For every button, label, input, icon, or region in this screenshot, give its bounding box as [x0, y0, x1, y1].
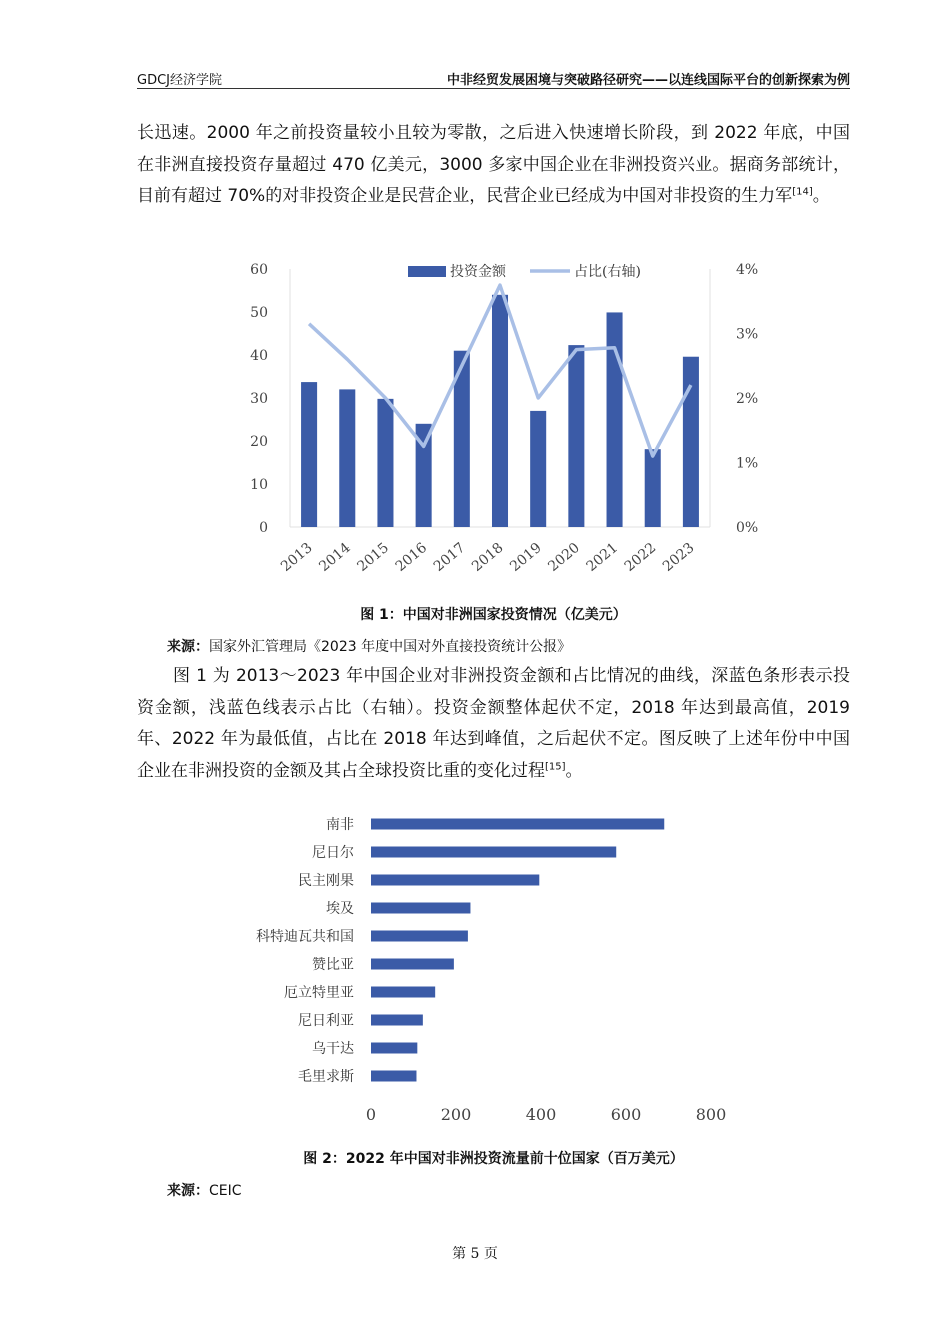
x-tick-label: 2022: [621, 539, 660, 575]
x-tick-label: 2017: [430, 539, 469, 575]
bar-2022: [645, 449, 661, 527]
paragraph-2-text: 图 1 为 2013～2023 年中国企业对非洲投资金额和占比情况的曲线，深蓝色条形表示投资金额，浅蓝色线表示占比（右轴）。投资金额整体起伏不定，2018 年达到最高值，2019 年、2022 年为最低值，占比在 2018 年达到峰值，之后起伏不定。图反映了上述年份中中国企业在非洲投资的金额及其占全球投资比重的变化过程: [137, 666, 850, 781]
legend-line-label: 占比(右轴): [574, 264, 641, 280]
y-tick-label: 50: [250, 305, 268, 321]
y-tick-label: 40: [250, 348, 268, 364]
x-tick-label: 2019: [507, 539, 545, 575]
figure-1-source-label: 来源：: [167, 639, 209, 655]
x-tick-label: 2016: [392, 539, 431, 575]
bar-南非: [371, 819, 664, 830]
figure-1-source-text: 国家外汇管理局《2023 年度中国对外直接投资统计公报》: [209, 639, 572, 655]
investment-chart: [240, 255, 780, 600]
citation-14: [14]: [792, 186, 813, 198]
y-tick-label: 30: [250, 391, 268, 407]
legend-bar-label: 投资金额: [450, 264, 506, 280]
y2-tick-label: 1%: [736, 455, 759, 472]
y-tick-label: 0: [259, 520, 268, 536]
bar-2014: [339, 389, 355, 527]
bar-2021: [607, 312, 623, 527]
figure-2-source-text: CEIC: [209, 1183, 242, 1199]
country-label: 南非: [326, 817, 354, 833]
header-title: 中非经贸发展困境与突破路径研究——以连线国际平台的创新探索为例: [446, 73, 850, 88]
bar-2020: [568, 345, 584, 527]
paragraph-2-end: 。: [565, 760, 583, 781]
country-label: 赞比亚: [312, 957, 354, 973]
y2-tick-label: 0%: [736, 520, 759, 536]
top-ten-countries-chart: [225, 800, 775, 1140]
paragraph-1-end: 。: [812, 186, 830, 206]
x-tick-label: 2020: [545, 539, 583, 575]
figure-1-caption: 图 1：中国对非洲国家投资情况（亿美元）: [360, 607, 627, 623]
bar-赞比亚: [371, 959, 454, 970]
x-tick-label: 2023: [659, 539, 698, 575]
paragraph-1: [137, 118, 850, 213]
x-tick-label: 2014: [316, 539, 354, 575]
x-tick-label: 400: [525, 1105, 557, 1124]
page-number: 第 5 页: [452, 1246, 498, 1262]
y2-tick-label: 3%: [736, 326, 759, 343]
paragraph-2: [137, 661, 850, 787]
page-header: [137, 68, 850, 89]
x-tick-label: 2021: [583, 539, 622, 575]
bar-尼日利亚: [371, 1015, 423, 1026]
y-tick-label: 60: [250, 262, 268, 278]
country-label: 埃及: [326, 901, 354, 917]
x-tick-label: 200: [440, 1105, 472, 1124]
citation-15: [15]: [545, 760, 566, 772]
bar-毛里求斯: [371, 1071, 416, 1082]
figure-2-source: [167, 1180, 242, 1200]
bar-2015: [377, 399, 393, 527]
country-label: 民主刚果: [298, 873, 354, 889]
bar-2018: [492, 295, 508, 527]
bar-埃及: [371, 903, 470, 914]
x-tick-label: 2013: [278, 539, 316, 575]
y2-tick-label: 2%: [736, 391, 759, 407]
x-tick-label: 0: [365, 1105, 377, 1124]
y-tick-label: 20: [250, 434, 268, 450]
y2-tick-label: 4%: [736, 262, 759, 278]
bar-民主刚果: [371, 875, 539, 886]
legend-bar-swatch: [408, 266, 446, 277]
x-tick-label: 600: [610, 1105, 642, 1124]
paragraph-1-text: 长迅速。2000 年之前投资量较小且较为零散，之后进入快速增长阶段，到 2022 年底，中国在非洲直接投资存量超过 470 亿美元，3000 多家中国企业在非洲投资兴业。据商务部统计，目前有超过 70%的对非投资企业是民营企业，民营企业已经成为中国对非投资的生力军: [137, 123, 850, 206]
country-label: 厄立特里亚: [284, 985, 354, 1001]
bar-尼日尔: [371, 847, 616, 858]
bar-科特迪瓦共和国: [371, 931, 468, 942]
bar-乌干达: [371, 1043, 417, 1054]
figure-2-caption: 图 2：2022 年中国对非洲投资流量前十位国家（百万美元）: [303, 1151, 684, 1167]
bar-2023: [683, 357, 699, 527]
bar-2019: [530, 411, 546, 527]
x-tick-label: 800: [695, 1105, 727, 1124]
country-label: 尼日利亚: [298, 1013, 354, 1029]
x-tick-label: 2018: [468, 539, 507, 575]
country-label: 科特迪瓦共和国: [256, 929, 354, 945]
figure-2-source-label: 来源：: [167, 1183, 209, 1199]
bar-2013: [301, 382, 317, 527]
country-label: 乌干达: [312, 1041, 354, 1057]
country-label: 尼日尔: [312, 845, 354, 861]
country-label: 毛里求斯: [298, 1069, 354, 1085]
figure-1-source: [167, 636, 571, 656]
x-tick-label: 2015: [354, 539, 393, 575]
header-left: GDCJ经济学院: [137, 73, 222, 88]
bar-厄立特里亚: [371, 987, 435, 998]
y-tick-label: 10: [250, 477, 268, 493]
